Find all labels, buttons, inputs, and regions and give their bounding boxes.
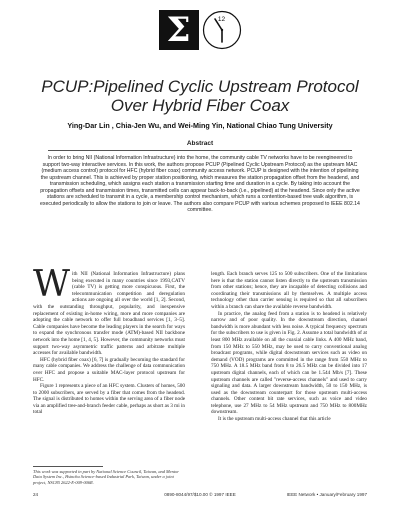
body-paragraph: HFC (hybrid fiber coax) [6, 7] is gradually becoming the standard for many cable companies. We address the challenge of data communication over HFC and propose a suitable MAC-layer protocol upstream for HFC.: [33, 356, 185, 383]
title-line-2: Over Hybrid Fiber Coax: [110, 96, 290, 115]
sigma-glyph: Σ: [166, 10, 191, 50]
footnote-divider: [33, 466, 103, 467]
article-title: [0, 77, 400, 115]
body-paragraph: [33, 264, 185, 357]
issn-line: 0890-8044/97/$10.00 © 1997 IEEE: [164, 492, 236, 497]
right-column: [211, 271, 367, 423]
clock-icon: [202, 10, 242, 50]
magazine-logo: [0, 10, 400, 50]
funding-footnote: This work was supported in part by National Science Council, Taiwan, and Mentor Data System Inc., Hsinchu Science-based Industrial Park, Taiwan, under a joint project, NSC85 2622-E-009-006R.: [33, 469, 179, 485]
author-line: Ying-Dar Lin , Chia-Jen Wu, and Wei-Ming Yin, National Chiao Tung University: [67, 121, 333, 130]
abstract-text: In order to bring NII (National Information Infrastructure) into the home, the community cable TV networks have to be reengineered to support two-way interactive services. In this work, the authors propose PCUP (Pipelined Cyclic Upstream Protocol) as the upstream MAC (medium access control) protocol for HFC (hybrid fiber coax) community access network. PCUP is designed with the intention of pipelining the upstream channel. This is achieved by proper station positioning, which measures the station propagation offset from the headend, and transmission scheduling, which assigns each station a transmission starting time and duration in a cycle. By taking into account the propagation offsets and transmission times, transmitted cells can appear back-to-back (i.e., pipelined) at the headend. Since only the active stations are scheduled to transmit in a cycle, a membership control mechanism, which runs a contention-based tree walk algorithm, is executed periodically to allow the stations to join or leave. The authors also compare PCUP with various schemes proposed to IEEE 802.14 committee.: [40, 155, 360, 214]
abstract-divider: [48, 150, 352, 151]
page-number: 24: [33, 492, 39, 497]
clock-number: 12: [217, 16, 226, 23]
paragraph-text: ith NII (National Information Infrastructure) plans being executed in many countries since 1993,CATV (cable TV) is getting more conspicuous. First, the telecommunication competition and deregulation actions are ongoing all over the world [1, 2]. Second, with the outstanding throughput, popularity, and inexpensive replacement of existing in-home wiring, more and more companies are adopting the cable network to offer full broadband services [1, 3–5]. Cable companies have become the leading players in the search for ways to expand the synchronous transfer mode (ATM)-based NII backbone network into the home [1, 4, 5]. However, the community networks must support two-way asymmetric traffic patterns and arbitrate multiple accesses for available bandwidth.: [33, 271, 185, 357]
body-paragraph: In practice, the analog feed from a station is to headend is relatively narrow and of poor quality. In the downstream direction, channel bandwidth is more abundant with less noise. A typical frequency spectrum for the subscribers to use is given in Fig. 2. Assume a total bandwidth of at least 800 MHz available on all the coaxial cable links. A 400 MHz band, from 150 MHz to 550 MHz, may be used to carry conventional analog broadcast programs, while digital downstream services such as video on demand (VOD) programs are committed in the range from 550 MHz to 750 MHz. A 18.5 MHz band from 8 to 26.5 MHz can be divided into 17 upstream digital channels, each of which can be 1.544 Mb/s [7]. These upstream channels are called "reverse-access channels" and used to carry signaling and data. A larger downstream bandwidth, 50 to 150 MHz, is used as the downstream counterpart for those upstream multi-access channels. Other content bit rate services, such as voice and video telephone, use 27 MHz to 54 MHz upstream and 750 MHz to 800MHz downstream.: [211, 310, 367, 416]
body-paragraph: Figure 1 represents a piece of an HFC system. Clusters of homes, 500 to 2000 subscribers, are served by a fiber that comes from the headend. The signal is distributed to homes within the serving area of a fiber node via an amplified tree-and-branch feeder cable, perhaps as short as 3 mi in total: [33, 383, 185, 416]
abstract-heading: Abstract: [186, 140, 214, 147]
magazine-issue: IEEE Network • January/February 1997: [286, 492, 367, 497]
drop-cap: W: [33, 264, 71, 305]
left-column: [33, 264, 185, 416]
body-paragraph: length. Each branch serves 125 to 500 subscribers. One of the limitations here is that the station cannot listen directly to the upstream transmission from other stations; hence, they are incapable of detecting collisions and coordinating their transmissions all by themselves. A multiple access technology other than carrier sensing is required so that all subscribers within a branch can share the available reverse bandwidth.: [211, 271, 367, 310]
body-paragraph: It is the upstream multi-access channel that this article: [218, 416, 331, 423]
sigma-logo-box: [159, 10, 199, 50]
title-line-1: PCUP:Pipelined Cyclic Upstream Protocol: [41, 77, 359, 96]
